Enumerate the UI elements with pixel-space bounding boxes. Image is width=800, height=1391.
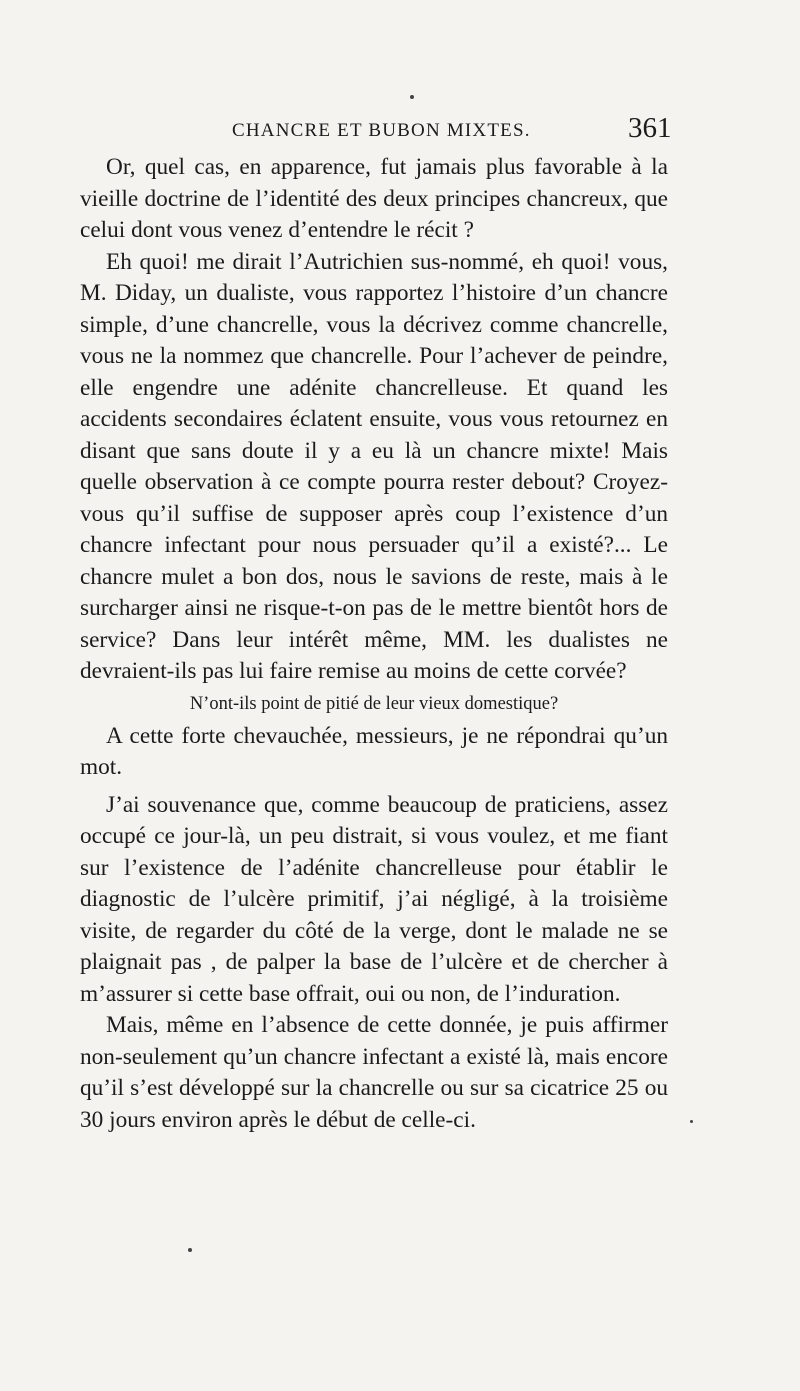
running-head xyxy=(0,112,800,152)
paragraph-4: J’ai souvenance que, comme beaucoup de praticiens, assez occupé ce jour-là, un peu distrait, si vous voulez, et me fiant sur l’existence de l’adénite chancrelleuse pour établir le diagnostic de l’ulcère primitif, j’ai négligé, à la troisième visite, de regarder du côté de la verge, dont le malade ne se plaignait pas , de palper la base de l’ulcère et de chercher à m’assurer si cette base offrait, oui ou non, de l’induration. xyxy=(80,791,668,1007)
body-text xyxy=(80,152,668,1136)
paragraph-3: A cette forte chevauchée, messieurs, je ne répondrai qu’un mot. xyxy=(80,722,668,780)
print-speck xyxy=(410,95,414,99)
page-number: 361 xyxy=(628,112,672,144)
print-speck xyxy=(690,1120,693,1123)
print-speck xyxy=(188,1248,192,1252)
running-title: CHANCRE ET BUBON MIXTES. xyxy=(232,120,531,141)
paragraph-1: Or, quel cas, en apparence, fut jamais plus favorable à la vieille doctrine de l’identité des deux principes chancreux, que celui dont vous venez d’entendre le récit ? xyxy=(80,154,668,243)
paragraph-5: Mais, même en l’absence de cette donnée, je puis affirmer non-seulement qu’un chancre infectant a existé là, mais encore qu’il s’est développé sur la chancrelle ou sur sa cicatrice 25 ou 30 jours environ après le début de celle-ci. xyxy=(80,1012,668,1133)
quote-line: N’ont-ils point de pitié de leur vieux domestique? xyxy=(189,693,559,714)
paragraph-2: Eh quoi! me dirait l’Autrichien sus-nommé, eh quoi! vous, M. Diday, un dualiste, vous rapportez l’histoire d’un chancre simple, d’une chancrelle, vous la décrivez comme chancrelle, vous ne la nommez que chancrelle. Pour l’achever de peindre, elle engendre une adénite chancrelleuse. Et quand les accidents secondaires éclatent ensuite, vous vous retournez en disant que sans doute il y a eu là un chancre mixte! Mais quelle observation à ce compte pourra rester debout? Croyez-vous qu’il suffise de supposer après coup l’existence d’un chancre infectant pour nous persuader qu’il a existé?... Le chancre mulet a bon dos, nous le savions de reste, mais à le surcharger ainsi ne risque-t-on pas de le mettre bientôt hors de service? Dans leur intérêt même, MM. les dualistes ne devraient-ils pas lui faire remise au moins de cette corvée? xyxy=(80,248,668,684)
